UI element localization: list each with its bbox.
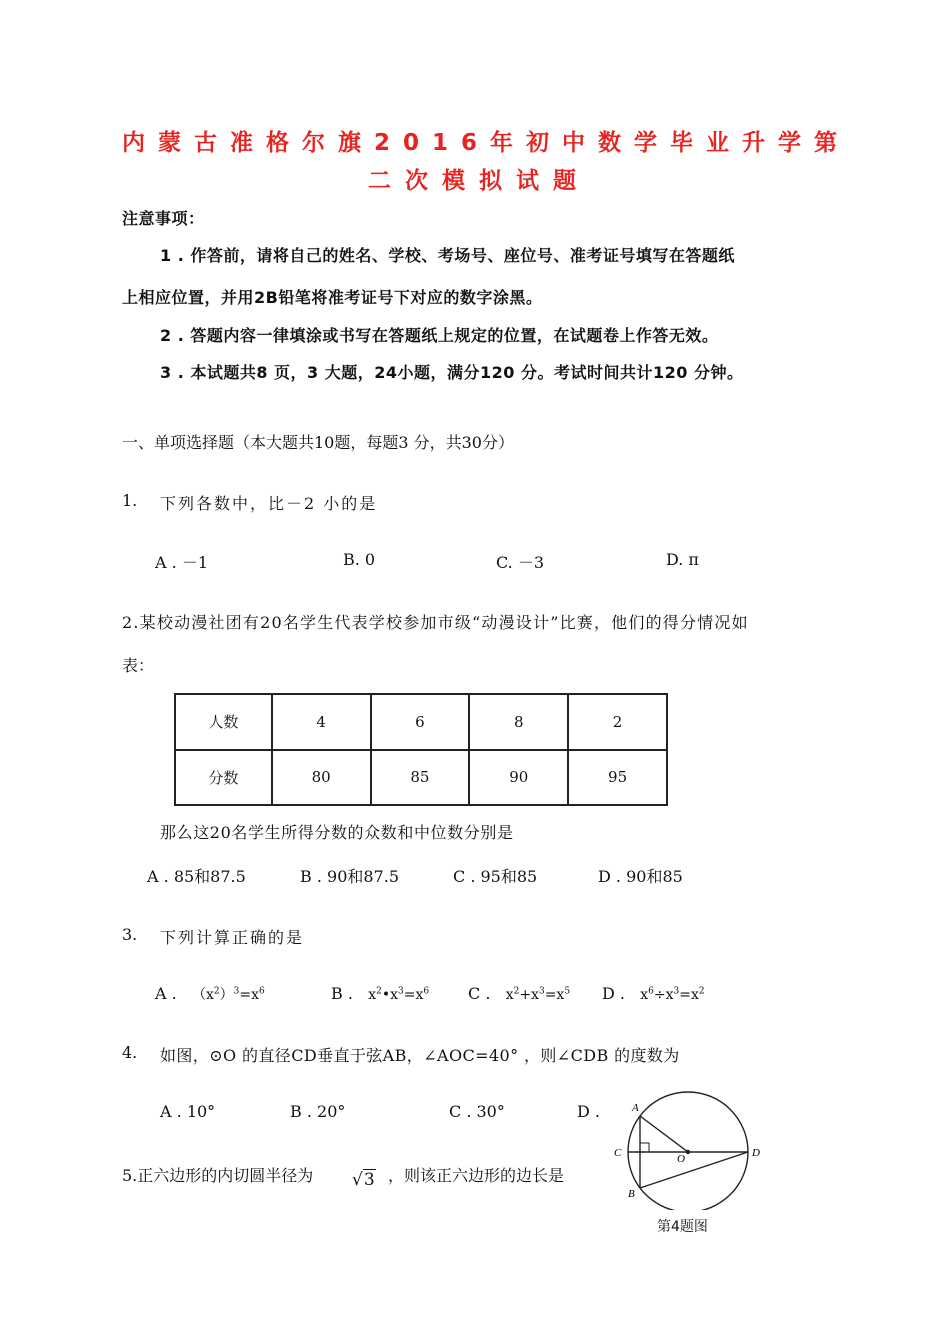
label-a: A <box>632 1102 639 1114</box>
q3-b-exp: 6 <box>423 986 430 997</box>
table-cell: 90 <box>469 750 568 806</box>
q3-option-d <box>602 984 705 1003</box>
q3-d-exp: 2 <box>698 986 705 997</box>
q3-d-exp: 6 <box>648 986 654 997</box>
table-cell: 6 <box>371 694 470 750</box>
q5-radicand: 3 <box>363 1170 375 1190</box>
q3-option-b-label: B . <box>331 984 353 1003</box>
q4-figure <box>610 1085 770 1210</box>
q3-c-exp: 5 <box>564 986 571 997</box>
q3-option-b <box>331 984 429 1003</box>
table-row <box>175 750 667 806</box>
q3-a-exp: 6 <box>259 986 265 997</box>
table-cell: 4 <box>272 694 371 750</box>
q1-option-a: A . －1 <box>155 553 208 572</box>
q3-c-exp: 3 <box>538 986 545 997</box>
q1-number: 1. <box>122 491 138 510</box>
q3-option-d-label: D . <box>602 984 625 1003</box>
table-cell: 分数 <box>175 750 272 806</box>
table-cell: 85 <box>371 750 470 806</box>
label-b: B <box>628 1188 635 1200</box>
q2-option-c: C . 95和85 <box>453 867 538 886</box>
table-cell: 80 <box>272 750 371 806</box>
q3-b-exp: 2 <box>376 986 382 997</box>
q2-prompt: 那么这20名学生所得分数的众数和中位数分别是 <box>160 823 514 842</box>
section-1-heading: 一、单项选择题（本大题共10题，每题3 分，共30分） <box>122 433 514 452</box>
q2-option-b: B . 90和87.5 <box>300 867 400 886</box>
score-table <box>174 693 668 806</box>
q3-d-part: =x <box>679 987 699 1003</box>
q4-option-d: D . <box>577 1102 600 1121</box>
q4-option-b: B . 20° <box>290 1102 346 1121</box>
label-c: C <box>614 1147 622 1159</box>
q3-c-part: =x <box>544 987 565 1003</box>
q4-text: 如图，⊙O 的直径CD垂直于弦AB，∠AOC=40° ，则∠CDB 的度数为 <box>160 1046 680 1065</box>
q1-option-d: D. π <box>666 550 699 569</box>
q2-option-d: D . 90和85 <box>598 867 683 886</box>
notes-item-2: 2 . 答题内容一律填涂或书写在答题纸上规定的位置，在试题卷上作答无效。 <box>160 326 719 345</box>
q4-option-c: C . 30° <box>449 1102 505 1121</box>
center-point <box>686 1150 690 1154</box>
q3-a-part: （x <box>192 987 214 1003</box>
q3-c-exp: 2 <box>513 986 520 997</box>
q3-a-part: =x <box>239 987 260 1003</box>
table-cell: 95 <box>568 750 667 806</box>
q3-option-a-label: A . <box>155 984 177 1003</box>
notes-item-1-line-2: 上相应位置，并用2B铅笔将准考证号下对应的数字涂黑。 <box>122 288 543 307</box>
q2-line-2: 表： <box>122 656 155 675</box>
segment-ao <box>640 1116 688 1152</box>
q3-a-exp: 2 <box>213 986 220 997</box>
q3-option-c <box>468 984 570 1003</box>
q3-b-expr <box>368 987 429 1003</box>
notes-item-3: 3 . 本试题共8 页，3 大题，24小题，满分120 分。考试时间共计120 分钟。 <box>160 363 744 382</box>
q3-number: 3. <box>122 925 138 944</box>
q3-a-part: ） <box>219 987 234 1003</box>
q3-b-exp: 3 <box>398 986 404 997</box>
q3-b-part: =x <box>403 987 424 1003</box>
table-cell: 2 <box>568 694 667 750</box>
table-cell: 人数 <box>175 694 272 750</box>
right-angle-mark <box>640 1143 649 1152</box>
q3-option-c-label: C . <box>468 984 491 1003</box>
q3-text: 下列计算正确的是 <box>160 928 305 947</box>
notes-heading: 注意事项： <box>122 209 205 228</box>
q3-b-part: •x <box>381 987 398 1003</box>
q3-c-part: +x <box>519 987 539 1003</box>
title-line-1: 内蒙古准格尔旗2016年初中数学毕业升学第 <box>122 130 851 156</box>
label-o: O <box>677 1153 685 1165</box>
q1-option-b: B. 0 <box>343 550 376 569</box>
q4-option-a: A . 10° <box>160 1102 216 1121</box>
q3-b-part: x <box>368 987 377 1003</box>
q3-c-part: x <box>505 987 514 1003</box>
q4-figure-caption: 第4题图 <box>657 1219 708 1235</box>
q3-c-expr <box>506 987 570 1003</box>
table-cell: 8 <box>469 694 568 750</box>
q5-text-after: ，则该正六边形的边长是 <box>388 1166 565 1185</box>
q3-d-expr <box>640 987 704 1003</box>
q3-d-part: ÷x <box>653 987 674 1003</box>
q2-option-a: A . 85和87.5 <box>147 867 246 886</box>
radical-sign-icon: √ <box>352 1170 363 1190</box>
segment-bd <box>640 1152 748 1188</box>
table-row <box>175 694 667 750</box>
q3-d-exp: 3 <box>673 986 680 997</box>
q5-text-before: 5.正六边形的内切圆半径为 <box>122 1166 314 1185</box>
q4-number: 4. <box>122 1043 138 1062</box>
q3-d-part: x <box>640 987 649 1003</box>
label-d: D <box>752 1147 760 1159</box>
q5-radical <box>352 1170 376 1190</box>
q1-text: 下列各数中，比－2 小的是 <box>160 494 378 513</box>
q2-line-1: 2.某校动漫社团有20名学生代表学校参加市级“动漫设计”比赛，他们的得分情况如 <box>122 613 749 632</box>
title-line-2: 二次模拟试题 <box>368 168 590 194</box>
q3-option-a <box>155 984 265 1004</box>
q3-a-expr <box>192 987 265 1003</box>
q3-a-exp: 3 <box>233 986 240 997</box>
notes-item-1-line-1: 1 . 作答前，请将自己的姓名、学校、考场号、座位号、准考证号填写在答题纸 <box>160 246 735 265</box>
q1-option-c: C. －3 <box>496 553 545 572</box>
